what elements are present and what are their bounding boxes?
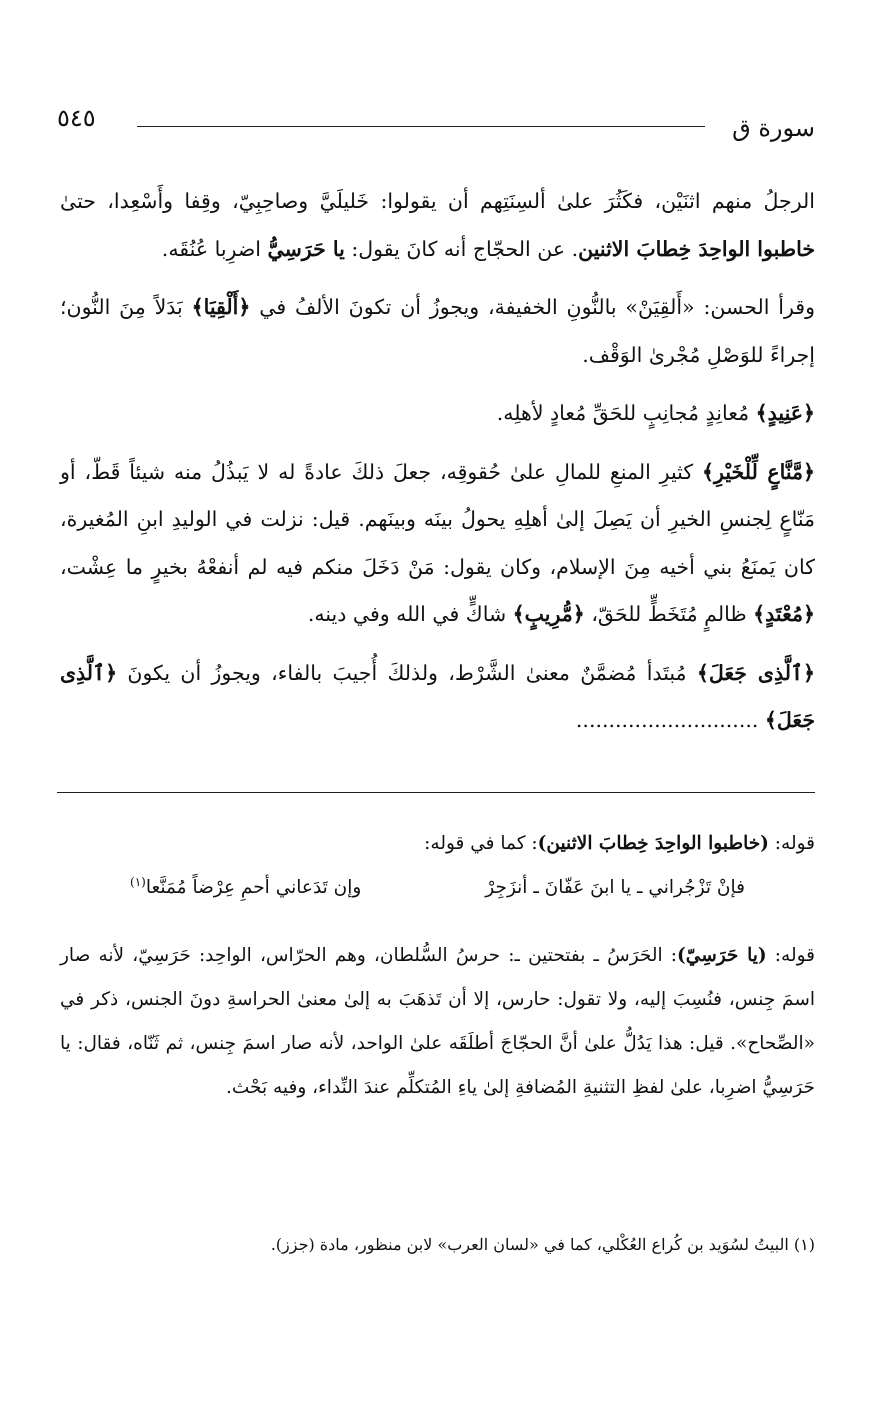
commentary-block <box>60 822 815 1110</box>
paragraph-4 <box>60 449 815 639</box>
text: : الحَرَسُ ـ بفتحتين ـ: حرسُ السُّلطان، وهم الحرّاس، الواحِد: حَرَسِيّ، لأنه صار اسمَ جِنس، فنُسِبَ إليه، ولا تقول: حارس، إلا أن تَذهَبَ به إلىٰ معنىٰ الحراسةِ دونَ الجنس، ذكر في «الصِّحاح». قيل: هذا يَدُلُّ علىٰ أنَّ الحجّاجَ أطلَقَه علىٰ الواحد، لأنه صار اسمَ جِنس، ثم ثَنّاه، فقال: يا حَرَسِيُّ اضرِبا، علىٰ لفظِ التثنيةِ المُضافةِ إلىٰ ياءِ المُتكلِّم عندَ النِّداء، وفيه بَحْث. <box>60 945 815 1098</box>
poem-hemistich-2 <box>130 866 361 910</box>
text: قوله: <box>766 945 815 966</box>
bold-phrase: يا حَرَسِيُّ <box>267 236 345 261</box>
text: . عن الحجّاج أنه كانَ يقول: <box>344 236 579 261</box>
paragraph-5 <box>60 650 815 745</box>
poem-verse <box>60 866 815 922</box>
text: مُعانِدٍ مُجانِبٍ للحَقِّ مُعادٍ لأهلِه. <box>496 401 756 425</box>
paragraph-3 <box>60 390 815 438</box>
text: وإن تَدَعاني أحمِ عِرْضاً مُمَنَّعا <box>145 877 362 898</box>
quran-word: ﴿مُّرِيبٍ﴾ <box>512 602 585 626</box>
page-number: ٥٤٥ <box>57 104 96 132</box>
paragraph-2 <box>60 284 815 379</box>
text: كثيرِ المنعِ للمالِ علىٰ حُقوقِه، جعلَ ذلكَ عادةً له لا يَبذُلُ منه شيئاً قَطّ، أو مَنّاعٍ لِجنسِ الخيرِ أن يَصِلَ إلىٰ أهلِهِ يحولُ بينَه وبينَهم. قيل: نزلت في الوليدِ ابنِ المُغيرة، كان يَمنَعُ بني أخيه مِنَ الإسلام، وكان يقول: مَنْ دَخَلَ منكم فيه لم أنفعْهُ بخيرٍ ما عِشْت، <box>60 459 815 579</box>
text: الرجلُ منهم اثنَيْن، فكَثُرَ علىٰ ألسِنَتِهم أن يقولوا: خَليلَيَّ وصاحِبِيّ، وقِفا وأَسْعِدا، حتىٰ <box>60 189 815 213</box>
quran-word: ﴿عَنِيدٍ﴾ <box>755 401 815 425</box>
text: اضرِبا عُنُقَه. <box>161 236 268 261</box>
footnote: (١) البيتُ لسُوَيد بن كُراع العُكْلي، كما في «لسان العرب» لابن منظور، مادة (جزز). <box>270 1235 815 1254</box>
text: شاكٍّ في الله وفي دينه. <box>307 602 513 626</box>
quran-word: ﴿مَّنَّاعٍ لِّلْخَيْرِ﴾ <box>702 459 816 484</box>
commentary-paragraph-2 <box>60 934 815 1110</box>
bold-phrase: (خاطبوا الواحِدَ خِطابَ الاثنين) <box>537 833 769 854</box>
text: وقرأ الحسن: «أَلقِيَنْ» بالنُّونِ الخفيفة، ويجوزُ أن تكونَ الألفُ في <box>250 295 815 319</box>
main-text <box>60 178 815 756</box>
continuation-dots: ............................ <box>575 708 765 732</box>
commentary-separator <box>57 792 815 793</box>
bold-phrase: خاطبوا الواحِدَ خِطابَ الاثنين <box>578 236 815 261</box>
paragraph-1 <box>60 178 815 273</box>
text: ظالمٍ مُتَخَطٍّ للحَقّ، <box>584 602 754 626</box>
quran-word: ﴿ٱلَّذِى جَعَلَ﴾ <box>60 660 815 732</box>
footnote-marker: (١) <box>130 874 146 889</box>
text: : كما في قوله: <box>424 833 538 854</box>
quran-word: ﴿مُعْتَدٍ﴾ <box>753 602 815 626</box>
text: مُبتَدأ مُضمَّنٌ معنىٰ الشَّرْط، ولذلكَ أُجيبَ بالفاء، ويجوزُ أن يكونَ <box>117 660 697 685</box>
commentary-paragraph-1 <box>60 822 815 866</box>
bold-phrase: (يا حَرَسِيّ) <box>677 945 767 966</box>
text: قوله: <box>768 833 815 854</box>
quran-word: ﴿أَلْقِيَا﴾ <box>191 295 251 319</box>
quran-word: ﴿ٱلَّذِى جَعَلَ﴾ <box>696 660 815 685</box>
surah-title: سورة ق <box>732 114 815 142</box>
running-header <box>57 98 815 158</box>
text: بَدَلاً مِنَ النُّون؛ إجراءً للوَصْلِ مُجْرىٰ الوَقْف. <box>60 295 815 367</box>
header-rule <box>137 126 705 127</box>
poem-hemistich-1: فإنْ تَزْجُراني ـ يا ابنَ عَفّانَ ـ أنزَجِرْ <box>485 877 745 898</box>
